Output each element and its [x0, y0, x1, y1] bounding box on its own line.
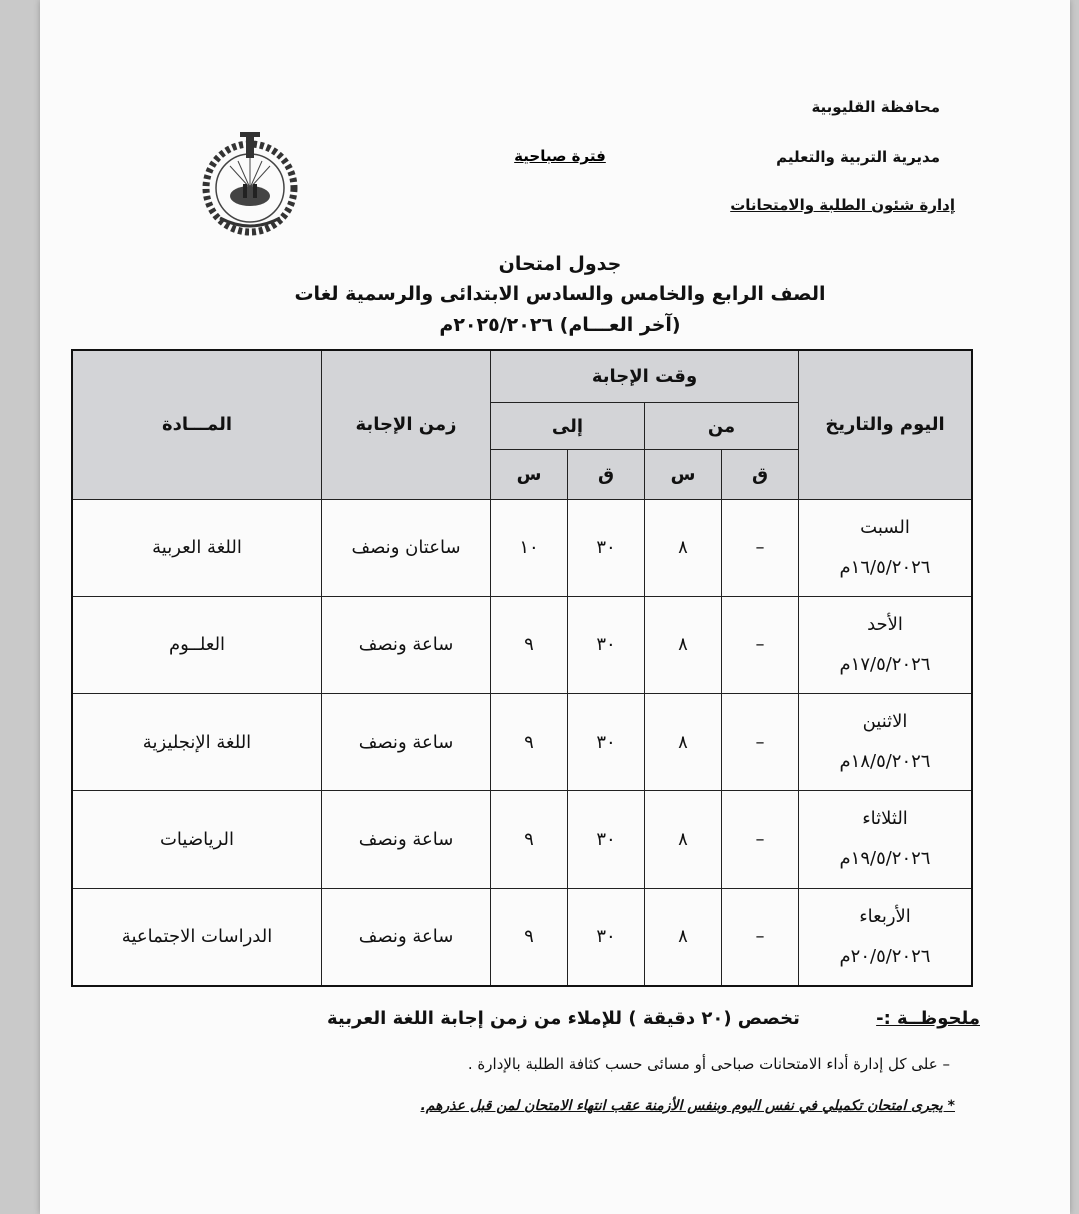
header-to: إلى — [491, 403, 645, 450]
to-hours: ٩ — [491, 694, 568, 791]
duration: ساعتان ونصف — [322, 499, 491, 596]
from-minutes: – — [722, 499, 799, 596]
from-minutes: – — [722, 694, 799, 791]
duration: ساعة ونصف — [322, 694, 491, 791]
to-hours: ٩ — [491, 596, 568, 693]
from-minutes: – — [722, 888, 799, 986]
note-shift-rule: – على كل إدارة أداء الامتحانات صباحى أو مسائى حسب كثافة الطلبة بالإدارة . — [467, 1055, 950, 1073]
to-minutes: ٣٠ — [568, 694, 645, 791]
from-hours: ٨ — [645, 596, 722, 693]
exam-schedule-table — [71, 349, 973, 987]
table-row — [72, 888, 972, 986]
table-row — [72, 694, 972, 791]
note-makeup-exam: * يجرى امتحان تكميلي في نفس اليوم وبنفس الأزمنة عقب انتهاء الامتحان لمن قبل عذرهم. — [420, 1098, 955, 1114]
term-subtitle: (آخر العـــام) ٢٠٢٥/٢٠٢٦م — [439, 314, 681, 336]
grade-subtitle: الصف الرابع والخامس والسادس الابتدائى والرسمية لغات — [294, 283, 826, 305]
to-hours: ٩ — [491, 888, 568, 986]
to-minutes: ٣٠ — [568, 499, 645, 596]
day-name: الاثنين — [862, 711, 908, 733]
duration: ساعة ونصف — [322, 791, 491, 888]
subject: اللغة الإنجليزية — [72, 694, 322, 791]
note-text: تخصص (٢٠ دقيقة ) للإملاء من زمن إجابة اللغة العربية — [327, 1008, 800, 1029]
subject: الرياضيات — [72, 791, 322, 888]
from-hours: ٨ — [645, 791, 722, 888]
from-minutes: – — [722, 596, 799, 693]
header-from: من — [645, 403, 799, 450]
day-name: السبت — [860, 516, 910, 538]
document-title: جدول امتحان — [498, 253, 622, 275]
duration: ساعة ونصف — [322, 888, 491, 986]
note-dictation — [160, 1008, 980, 1029]
table-row — [72, 596, 972, 693]
document-page — [40, 0, 1070, 1214]
day-date-cell — [799, 694, 973, 791]
ministry-emblem-icon — [190, 128, 310, 238]
header-duration: زمن الإجابة — [322, 350, 491, 499]
governorate-name: محافظة القليوبية — [811, 98, 940, 116]
from-hours: ٨ — [645, 888, 722, 986]
day-name: الأربعاء — [859, 905, 911, 927]
subject: الدراسات الاجتماعية — [72, 888, 322, 986]
from-minutes: – — [722, 791, 799, 888]
day-date-cell — [799, 888, 973, 986]
to-hours: ١٠ — [491, 499, 568, 596]
exam-date: ١٧/٥/٢٠٢٦م — [839, 653, 931, 675]
from-hours: ٨ — [645, 499, 722, 596]
to-minutes: ٣٠ — [568, 596, 645, 693]
exam-date: ٢٠/٥/٢٠٢٦م — [839, 945, 931, 967]
to-minutes: ٣٠ — [568, 791, 645, 888]
header-from-minutes: ق — [722, 450, 799, 499]
exam-date: ١٨/٥/٢٠٢٦م — [839, 751, 931, 773]
from-hours: ٨ — [645, 694, 722, 791]
header-subject: المـــادة — [72, 350, 322, 499]
to-minutes: ٣٠ — [568, 888, 645, 986]
department-name: إدارة شئون الطلبة والامتحانات — [730, 196, 955, 214]
subject: اللغة العربية — [72, 499, 322, 596]
day-date-cell — [799, 499, 973, 596]
directorate-name: مديرية التربية والتعليم — [776, 148, 940, 166]
note-label: ملحوظــة :- — [876, 1008, 980, 1029]
table-row — [72, 791, 972, 888]
exam-date: ١٩/٥/٢٠٢٦م — [839, 848, 931, 870]
to-hours: ٩ — [491, 791, 568, 888]
day-name: الأحد — [867, 613, 903, 635]
day-date-cell — [799, 791, 973, 888]
day-name: الثلاثاء — [862, 808, 908, 830]
header-to-hours: س — [491, 450, 568, 499]
table-row — [72, 499, 972, 596]
duration: ساعة ونصف — [322, 596, 491, 693]
exam-date: ١٦/٥/٢٠٢٦م — [839, 556, 931, 578]
shift-label: فترة صباحية — [514, 147, 606, 165]
header-to-minutes: ق — [568, 450, 645, 499]
subject: العلــوم — [72, 596, 322, 693]
header-from-hours: س — [645, 450, 722, 499]
header-answer-time: وقت الإجابة — [491, 350, 799, 403]
header-day-date: اليوم والتاريخ — [799, 350, 973, 499]
day-date-cell — [799, 596, 973, 693]
